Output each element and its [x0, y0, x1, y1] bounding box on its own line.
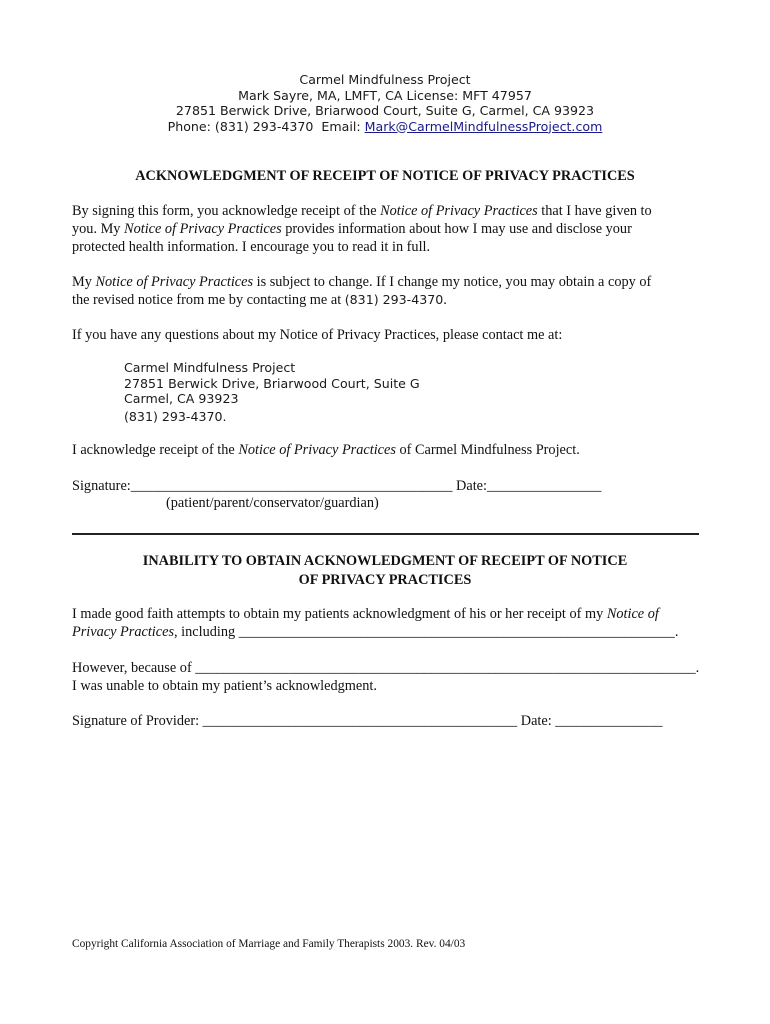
section2-title-line-2: OF PRIVACY PRACTICES — [298, 572, 472, 588]
letterhead-address: 27851 Berwick Drive, Briarwood Court, Suite G, Carmel, CA 93923 — [175, 103, 595, 118]
p2-phone: (831) 293-4370 — [344, 291, 444, 307]
contact-block — [124, 360, 420, 424]
p1-text-d: you. My — [72, 220, 125, 237]
p1-text-a: By signing this form, you acknowledge receipt of the — [72, 203, 381, 219]
section2-paragraph-1 — [72, 606, 698, 642]
p1-notice-title-2: Notice of Privacy Practices — [124, 220, 282, 237]
s2p1-text-a: I made good faith attempts to obtain my patients acknowledgment of his or her receipt of my — [72, 606, 607, 622]
letterhead-phone: Phone: (831) 293-4370 Email: — [167, 118, 365, 134]
p1-text-f: provides information about how I may use and disclose your — [281, 220, 632, 237]
email-link[interactable]: Mark@CarmelMindfulnessProject.com — [364, 118, 603, 134]
p1-notice-title: Notice of Privacy Practices — [380, 203, 538, 219]
letterhead — [0, 72, 770, 134]
p4-text-a: I acknowledge receipt of the — [72, 442, 239, 458]
section1-paragraph-1 — [72, 203, 698, 256]
contact-city: Carmel, CA 93923 — [124, 391, 239, 406]
contact-street: 27851 Berwick Drive, Briarwood Court, Suite G — [124, 375, 420, 391]
patient-signature-line[interactable]: Signature:_____________________________________________ Date:________________ — [72, 478, 602, 494]
p2-notice-title: Notice of Privacy Practices — [95, 274, 254, 290]
provider-signature-line[interactable]: Signature of Provider: ____________________________________________ Date: _______________ — [72, 713, 663, 729]
contact-phone: (831) 293-4370. — [124, 408, 227, 424]
section2-title-line-1: INABILITY TO OBTAIN ACKNOWLEDGMENT OF RECEIPT OF NOTICE — [142, 553, 628, 569]
p2-text-c: is subject to change. If I change my notice, you may obtain a copy of — [253, 274, 652, 290]
s2p2-because-blank[interactable]: However, because of ______________________________________________________________________. — [72, 660, 700, 676]
p2-text-d: the revised notice from me by contacting me at — [72, 291, 345, 308]
letterhead-org: Carmel Mindfulness Project — [299, 72, 471, 87]
signature-caption: (patient/parent/conservator/guardian) — [166, 495, 379, 511]
letterhead-contact — [0, 119, 770, 135]
p4-text-c: of Carmel Mindfulness Project. — [395, 442, 580, 458]
s2p2-text-b: I was unable to obtain my patient’s acknowledgment. — [72, 677, 377, 694]
section2-paragraph-2 — [72, 660, 698, 696]
p2-text-f: . — [443, 291, 447, 308]
section1-paragraph-4 — [72, 442, 698, 460]
section1-paragraph-3: If you have any questions about my Notice of Privacy Practices, please contact me at: — [72, 327, 563, 343]
s2p1-notice-title-a: Notice of — [606, 606, 659, 622]
p1-text-g: protected health information. I encourage you to read it in full. — [72, 238, 431, 255]
contact-org: Carmel Mindfulness Project — [124, 360, 296, 375]
p2-text-a: My — [72, 274, 96, 290]
s2p1-including-blank[interactable]: , including _____________________________________________________________. — [174, 623, 679, 640]
section1-paragraph-2 — [72, 274, 698, 310]
letterhead-provider: Mark Sayre, MA, LMFT, CA License: MFT 47957 — [238, 87, 532, 103]
section1-title: ACKNOWLEDGMENT OF RECEIPT OF NOTICE OF PRIVACY PRACTICES — [135, 168, 635, 184]
copyright-footer: Copyright California Association of Marriage and Family Therapists 2003. Rev. 04/03 — [72, 938, 466, 950]
p4-notice-title: Notice of Privacy Practices — [238, 442, 396, 458]
s2p1-notice-title-b: Privacy Practices — [72, 623, 175, 640]
section-divider — [72, 533, 699, 535]
p1-text-c: that I have given to — [537, 203, 652, 219]
